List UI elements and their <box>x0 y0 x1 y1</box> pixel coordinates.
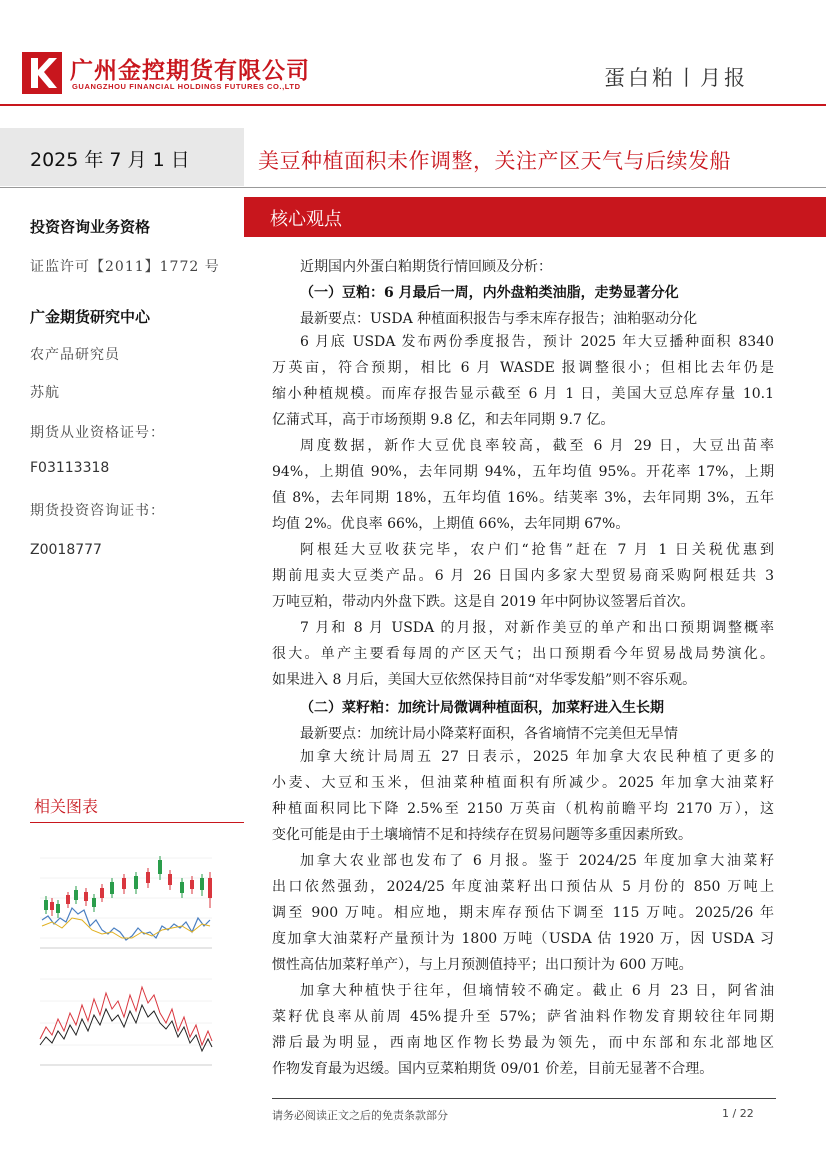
paragraph-weekly-data <box>272 433 774 537</box>
section-2-title: （二）菜籽粕：加统计局微调种植面积，加菜籽进入生长期 <box>300 700 664 716</box>
paragraph-argentina <box>272 537 774 615</box>
text-line: 阿根廷大豆收获完毕，农户们“抢售”赶在 7 月 1 日关税优惠到 <box>300 542 774 558</box>
section-1-key-points: 最新要点：USDA 种植面积报告与季末库存报告；油粕驱动分化 <box>300 311 698 327</box>
text-line: 作物发育最为迟缓。国内豆菜粕期货 09/01 价差，目前无显著不合理。 <box>272 1061 714 1077</box>
text-line: 变化可能是由于土壤墒情不足和持续存在贸易问题等多重因素所致。 <box>272 827 692 843</box>
report-date: 2025 年 7 月 1 日 <box>30 149 190 171</box>
text-line: 加拿大种植快于往年，但墒情较不确定。截止 6 月 23 日，阿省油 <box>300 983 774 999</box>
related-charts-divider <box>30 822 244 823</box>
text-line: 出口依然强劲，2024/25 年度油菜籽出口预估从 5 月份的 850 万吨上 <box>272 879 774 895</box>
text-line: 惯性高估加菜籽单产），与上月预测值持平；出口预计为 600 万吨。 <box>272 957 693 973</box>
candlestick-chart-thumbnail <box>32 848 218 960</box>
page-number: 1 / 22 <box>722 1107 754 1120</box>
text-line: 万吨豆粕，带动内外盘下跌。这是自 2019 年中阿协议签署后首次。 <box>272 594 695 610</box>
text-line: 94%，上期值 90%，去年同期 94%，五年均值 95%。开花率 17%，上期 <box>272 464 774 480</box>
core-view-title: 核心观点 <box>270 209 342 230</box>
paragraph-statcan <box>272 744 774 848</box>
cert-label: 期货从业资格证号： <box>30 425 165 441</box>
text-line: 很大。单产主要看每周的产区天气；出口预期看今年贸易战局势演化。 <box>272 646 774 662</box>
text-line: 种植面积同比下降 2.5%至 2150 万英亩（机构前瞻平均 2170 万），这 <box>272 801 774 817</box>
license-number: 证监许可【2011】1772 号 <box>30 259 220 275</box>
text-line: 加拿大农业部也发布了 6 月报。鉴于 2024/25 年度加拿大油菜籽 <box>300 853 774 869</box>
text-line: 如果进入 8 月后，美国大豆依然保持目前“对华零发船”则不容乐观。 <box>272 672 697 688</box>
section-1-title: （一）豆粕：6 月最后一周，内外盘粕类油脂，走势显著分化 <box>300 285 679 301</box>
analyst-name: 苏航 <box>30 385 60 401</box>
text-line: 周度数据，新作大豆优良率较高，截至 6 月 29 日，大豆出苗率 <box>300 438 774 454</box>
report-headline: 美豆种植面积未作调整，关注产区天气与后续发船 <box>258 149 731 173</box>
text-line: 万英亩，符合预期，相比 6 月 WASDE 报调整很小；但相比去年仍是 <box>272 360 774 376</box>
department: 农产品研究员 <box>30 347 120 363</box>
text-line: 滞后最为明显，西南地区作物长势最为领先，而中东部和东北部地区 <box>272 1035 774 1051</box>
footer-divider <box>272 1098 776 1099</box>
text-line: 亿蒲式耳，高于市场预期 9.8 亿，和去年同期 9.7 亿。 <box>272 412 615 428</box>
header-divider <box>0 104 826 106</box>
paragraph-aafc-report <box>272 848 774 978</box>
text-line: 度加拿大油菜籽产量预计为 1800 万吨（USDA 估 1920 万，因 USDA 习 <box>272 931 774 947</box>
headline-divider <box>244 187 826 188</box>
text-line: 菜籽优良率从前周 45%提升至 57%；萨省油料作物发育期较往年同期 <box>272 1009 774 1025</box>
paragraph-usda-reports <box>272 329 774 433</box>
company-logo-icon <box>22 52 62 94</box>
cert-number: F03113318 <box>30 460 110 476</box>
company-name-en: GUANGZHOU FINANCIAL HOLDINGS FUTURES CO.,LTD <box>72 82 301 91</box>
text-line: 值 8%，去年同期 18%，五年均值 16%。结荚率 3%，去年同期 3%，五年 <box>272 490 774 506</box>
text-line: 均值 2%。优良率 66%，上期值 66%，去年同期 67%。 <box>272 516 630 532</box>
intro-line: 近期国内外蛋白粕期货行情回顾及分析： <box>300 259 552 275</box>
text-line: 调至 900 万吨。相应地，期末库存预估下调至 115 万吨。2025/26 年 <box>272 905 774 921</box>
text-line: 缩小种植规模。而库存报告显示截至 6 月 1 日，美国大豆总库存量 10.1 <box>272 386 774 402</box>
research-center: 广金期货研究中心 <box>30 308 151 326</box>
company-name-cn: 广州金控期货有限公司 <box>70 58 310 84</box>
line-chart-thumbnail <box>32 965 218 1077</box>
sidebar-divider <box>0 187 244 188</box>
text-line: 7 月和 8 月 USDA 的月报，对新作美豆的单产和出口预期调整概率 <box>300 620 774 636</box>
text-line: 小麦、大豆和玉米，但油菜种植面积有所减少。2025 年加拿大油菜籽 <box>272 775 774 791</box>
section-2-key-points: 最新要点：加统计局小降菜籽面积，各省墒情不完美但无旱情 <box>300 726 678 742</box>
disclaimer-note: 请务必阅读正文之后的免责条款部分 <box>272 1109 448 1122</box>
advisory-number: Z0018777 <box>30 542 102 558</box>
advisory-label: 期货投资咨询证书： <box>30 503 165 519</box>
text-line: 加拿大统计局周五 27 日表示，2025 年加拿大农民种植了更多的 <box>300 749 774 765</box>
text-line: 期前甩卖大豆类产品。6 月 26 日国内多家大型贸易商采购阿根廷共 3 <box>272 568 774 584</box>
report-type: 蛋白粕丨月报 <box>604 66 748 90</box>
paragraph-usda-outlook <box>272 615 774 693</box>
paragraph-canada-planting <box>272 978 774 1082</box>
text-line: 6 月底 USDA 发布两份季度报告，预计 2025 年大豆播种面积 8340 <box>300 334 774 350</box>
qualification-title: 投资咨询业务资格 <box>30 218 151 236</box>
related-charts-title: 相关图表 <box>34 797 99 816</box>
